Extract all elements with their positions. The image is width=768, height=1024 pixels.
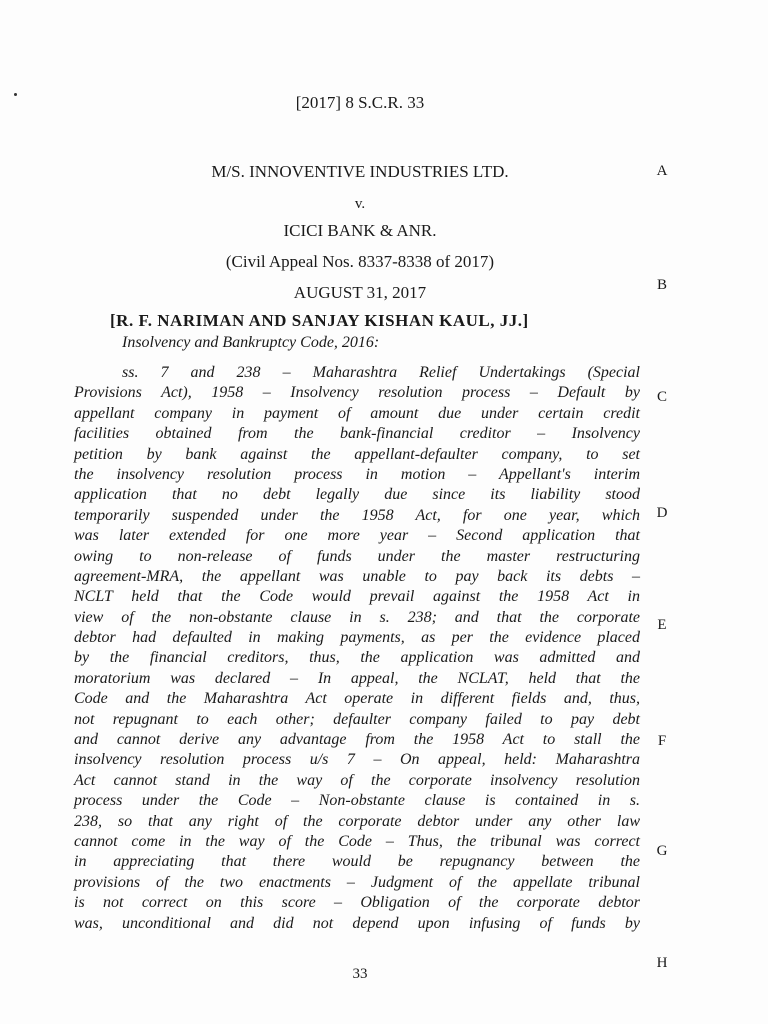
headnote-line: Code and the Maharashtra Act operate in different fields and, thus, (74, 690, 640, 708)
headnote-line: owing to non-release of funds under the master restructuring (74, 547, 640, 565)
page-number: 33 (352, 966, 368, 982)
act-heading: Insolvency and Bankruptcy Code, 2016: (122, 334, 380, 351)
headnote-line: the insolvency resolution process in motion – Appellant's interim (74, 465, 640, 483)
report-citation: [2017] 8 S.C.R. 33 (295, 93, 425, 112)
headnote-line: Act cannot stand in the way of the corporate insolvency resolution (74, 771, 640, 789)
headnote-line: in appreciating that there would be repugnancy between the (74, 853, 640, 871)
headnote-line: is not correct on this score – Obligation of the corporate debtor (74, 894, 640, 912)
versus-label: v. (354, 196, 366, 212)
scan-speck (14, 93, 17, 96)
headnote-line: facilities obtained from the bank-financial creditor – Insolvency (74, 425, 640, 443)
judgment-date: AUGUST 31, 2017 (293, 283, 427, 302)
appellant-name: M/S. INNOVENTIVE INDUSTRIES LTD. (211, 162, 509, 181)
margin-letter-c: C (656, 389, 667, 405)
headnote-line: provisions of the two enactments – Judgment of the appellate tribunal (74, 873, 640, 891)
headnote-line: temporarily suspended under the 1958 Act, for one year, which (74, 506, 640, 524)
headnote-line: petition by bank against the appellant-defaulter company, to set (74, 445, 640, 463)
headnote-line: NCLT held that the Code would prevail against the 1958 Act in (74, 588, 640, 606)
headnote-line: by the financial creditors, thus, the application was admitted and (74, 649, 640, 667)
headnote-line: ss. 7 and 238 – Maharashtra Relief Undertakings (Special (122, 364, 640, 381)
headnote-line: 238, so that any right of the corporate debtor under any other law (74, 812, 640, 830)
margin-letter-e: E (657, 617, 667, 633)
margin-letter-a: A (656, 163, 668, 179)
margin-letter-f: F (657, 733, 667, 749)
headnote-line: not repugnant to each other; defaulter company failed to pay debt (74, 710, 640, 728)
respondent-name: ICICI BANK & ANR. (283, 221, 437, 240)
headnote-line: view of the non-obstante clause in s. 238; and that the corporate (74, 608, 640, 626)
margin-letter-g: G (656, 843, 668, 859)
margin-letter-b: B (656, 277, 667, 293)
headnote-line: moratorium was declared – In appeal, the NCLAT, held that the (74, 669, 640, 687)
headnote-line: and cannot derive any advantage from the 1958 Act to stall the (74, 731, 640, 749)
headnote-line: cannot come in the way of the Code – Thus, the tribunal was correct (74, 832, 640, 850)
headnote-line: process under the Code – Non-obstante clause is contained in s. (74, 792, 640, 810)
headnote-line: was later extended for one more year – Second application that (74, 527, 640, 545)
headnote-line: appellant company in payment of amount due under certain credit (74, 404, 640, 422)
margin-letter-h: H (656, 955, 668, 971)
headnote-line: debtor had defaulted in making payments, as per the evidence placed (74, 629, 640, 647)
appeal-numbers: (Civil Appeal Nos. 8337-8338 of 2017) (225, 252, 495, 271)
headnote-body (74, 363, 640, 934)
bench-judges: [R. F. NARIMAN AND SANJAY KISHAN KAUL, JJ.] (110, 311, 529, 330)
headnote-line: agreement-MRA, the appellant was unable to pay back its debts – (74, 567, 640, 585)
headnote-line: application that no debt legally due since its liability stood (74, 486, 640, 504)
headnote-line: Provisions Act), 1958 – Insolvency resolution process – Default by (74, 384, 640, 402)
margin-letter-d: D (656, 505, 668, 521)
headnote-line: was, unconditional and did not depend upon infusing of funds by (74, 914, 640, 932)
headnote-line: insolvency resolution process u/s 7 – On appeal, held: Maharashtra (74, 751, 640, 769)
